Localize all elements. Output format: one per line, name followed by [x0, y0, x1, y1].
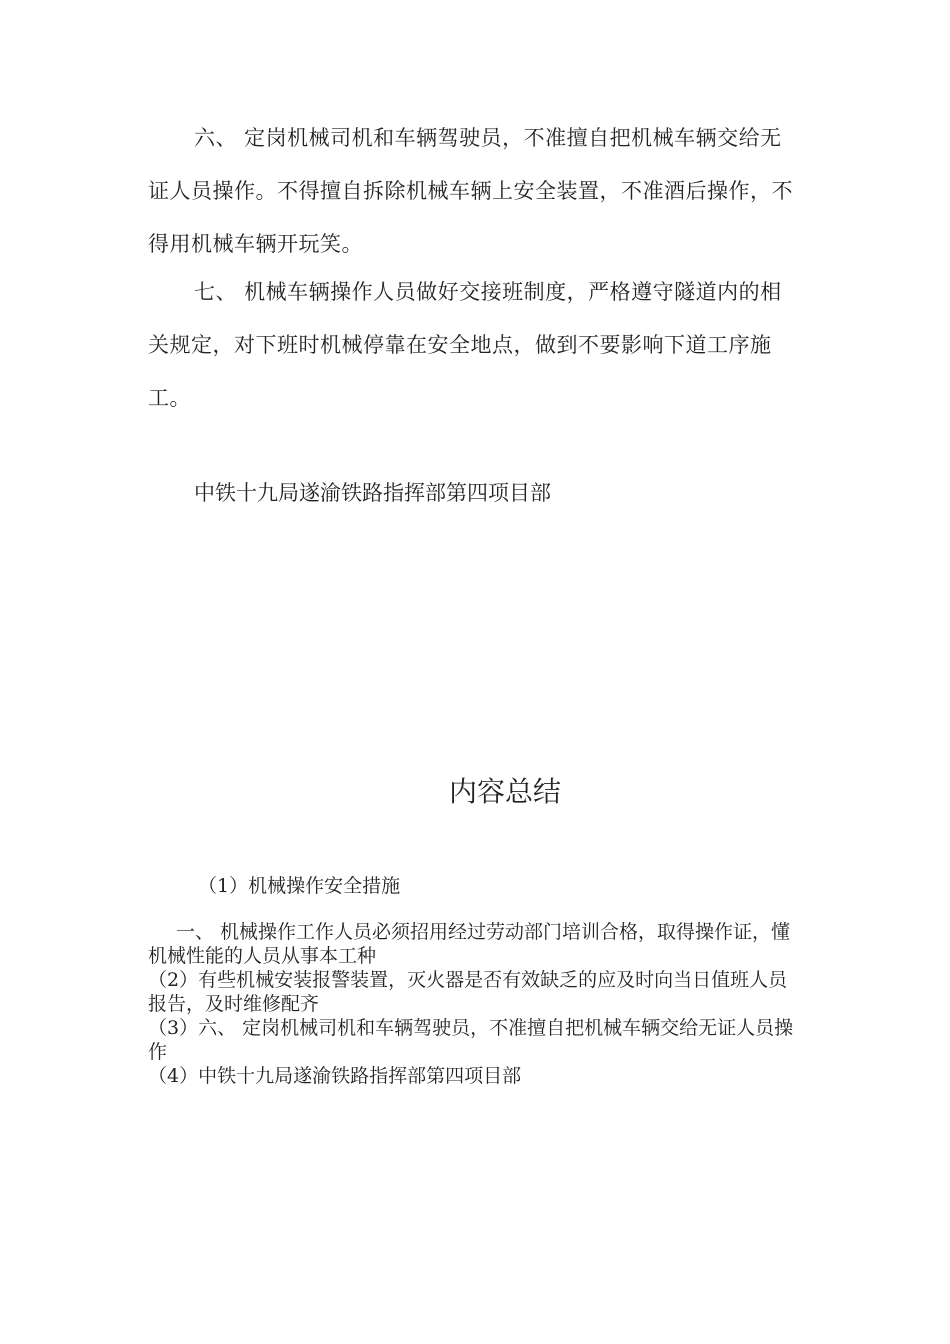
summary-item-4: （4）中铁十九局遂渝铁路指挥部第四项目部 — [148, 1065, 522, 1087]
paragraph-seven: 七、 机械车辆操作人员做好交接班制度，严格遵守隧道内的相关规定，对下班时机械停靠在安全地点，做到不要影响下道工序施工。 — [148, 280, 782, 410]
summary-heading: （1）机械操作安全措施 — [198, 875, 401, 897]
summary-list — [148, 920, 798, 1088]
summary-item-2: （2）有些机械安装报警装置，灭火器是否有效缺乏的应及时向当日值班人员报告，及时维修配齐 — [148, 969, 788, 1015]
organization-signature: 中铁十九局遂渝铁路指挥部第四项目部 — [194, 481, 551, 505]
summary-item-3: （3）六、 定岗机械司机和车辆驾驶员，不准擅自把机械车辆交给无证人员操作 — [148, 1017, 794, 1063]
summary-title: 内容总结 — [448, 775, 561, 808]
paragraph-six: 六、 定岗机械司机和车辆驾驶员，不准擅自把机械车辆交给无证人员操作。不得擅自拆除机械车辆上安全装置，不准酒后操作，不得用机械车辆开玩笑。 — [148, 126, 793, 256]
summary-item-1: 一、 机械操作工作人员必须招用经过劳动部门培训合格，取得操作证，懂机械性能的人员从事本工种 — [148, 921, 791, 967]
